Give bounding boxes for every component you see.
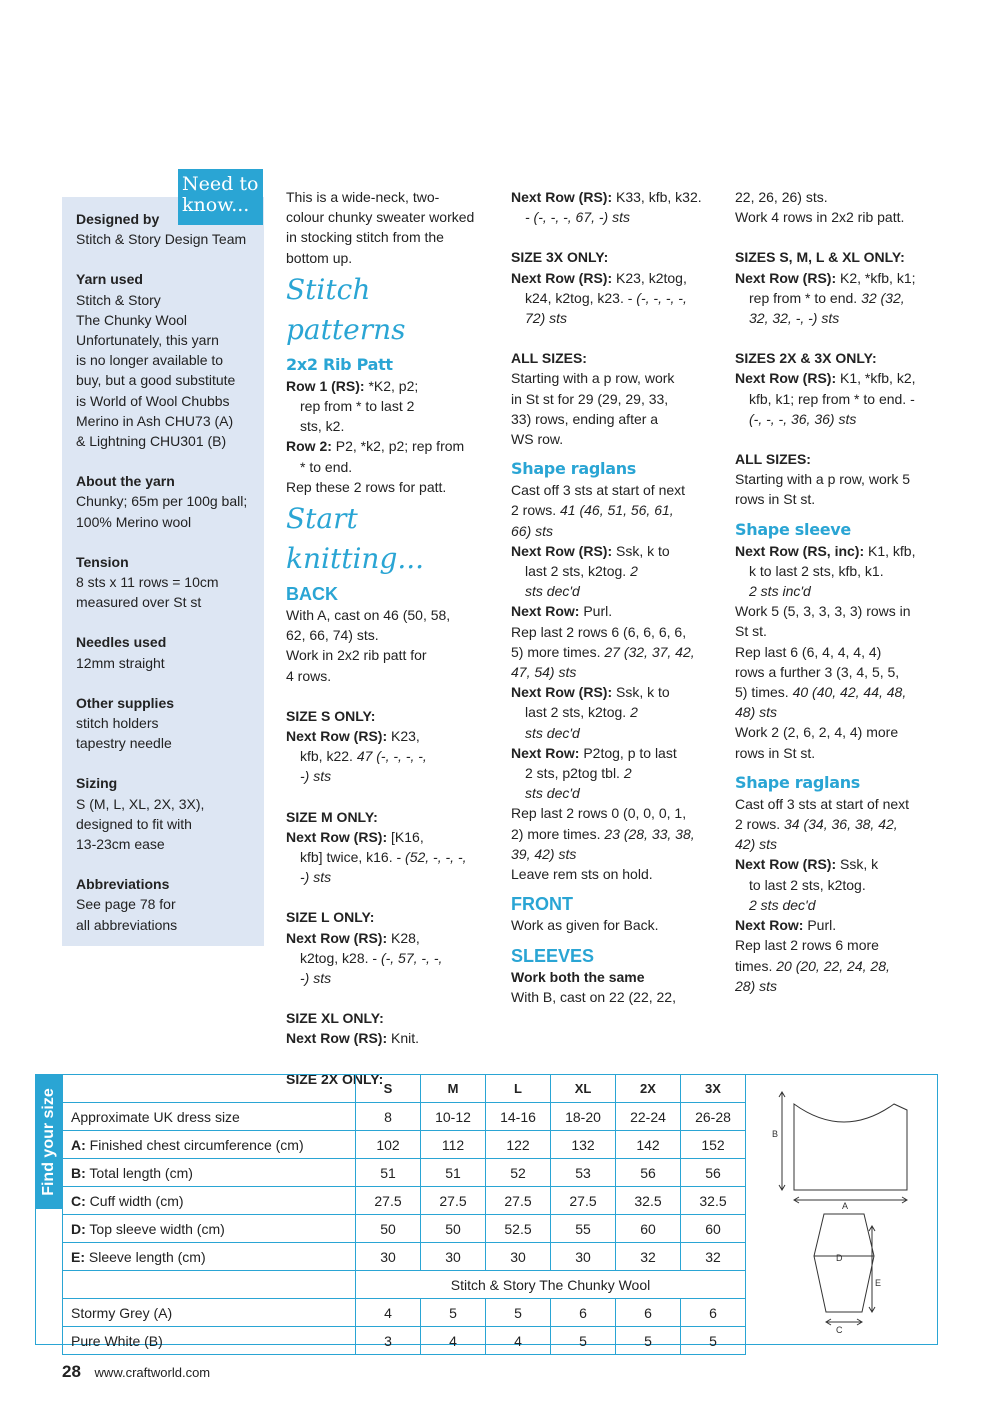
text-line: St st. — [735, 623, 767, 640]
start-knitting-heading: Start knitting... — [286, 502, 425, 576]
size-heading: SIZE XL ONLY: — [286, 1010, 384, 1027]
stitch-count: 2 sts dec'd — [749, 896, 816, 913]
measurement-value: 27.5 — [551, 1187, 616, 1215]
stitch-count: 72) sts — [525, 310, 568, 327]
rib-heading: 2x2 Rib Patt — [286, 354, 393, 374]
row-text: P2tog, p to last — [579, 744, 677, 761]
row-text: [K16, — [387, 828, 424, 845]
sidebar-section-line: Stitch & Story — [76, 291, 161, 308]
row-label: Next Row: — [511, 744, 580, 761]
measurement-label: Total length (cm) — [85, 1164, 193, 1181]
stitch-count: 2 — [630, 704, 638, 721]
text-line: Cast off 3 sts at start of next — [511, 482, 686, 499]
column-1 — [286, 187, 496, 1089]
label-a: A — [842, 1201, 849, 1211]
yarn-ball-count: 5 — [616, 1327, 681, 1355]
text-line: 2 rows. — [735, 816, 785, 833]
measurement-value: 142 — [616, 1131, 681, 1159]
row-label: Next Row: — [511, 603, 580, 620]
front-heading: FRONT — [511, 894, 573, 915]
measurement-value: 30 — [486, 1243, 551, 1271]
text-line: 5) times. — [735, 684, 793, 701]
text-line: Starting with a p row, work 5 — [735, 471, 911, 488]
back-line: 4 rows. — [286, 667, 332, 684]
sidebar-section-line: buy, but a good substitute — [76, 372, 236, 389]
stitch-count: -) sts — [300, 768, 332, 785]
text-line: Rep last 2 rows 6 more — [735, 937, 879, 954]
sidebar-section — [76, 471, 247, 532]
row-text: Purl. — [579, 603, 613, 620]
sidebar-section — [76, 693, 247, 754]
size-heading: SIZES 2X & 3X ONLY: — [735, 350, 877, 367]
measurement-code: C: — [71, 1192, 86, 1209]
row-text: K33, kfb, k32. — [612, 189, 702, 205]
yarn-ball-count: 6 — [551, 1299, 616, 1327]
size-heading: SIZE 3X ONLY: — [511, 249, 609, 266]
measurement-value: 18-20 — [551, 1103, 616, 1131]
body-outline — [794, 1104, 907, 1190]
measurement-value: 52 — [486, 1159, 551, 1187]
need-to-know-content — [76, 209, 247, 935]
size-header-cell: XL — [551, 1075, 616, 1103]
back-line: With A, cast on 46 (50, 58, — [286, 607, 451, 624]
row-text: last 2 sts, k2tog. — [525, 704, 631, 721]
row-text: rep from * to end. — [749, 289, 862, 306]
yarn-ball-count: 3 — [356, 1327, 421, 1355]
row-label: Next Row (RS): — [735, 370, 837, 387]
measurement-label-cell — [63, 1103, 356, 1131]
text-line: Starting with a p row, work — [511, 370, 675, 387]
row-text: kfb, k1; rep from * to end. - — [749, 390, 915, 407]
yarn-row — [63, 1299, 746, 1327]
find-your-size-label: Find your size — [39, 1087, 57, 1196]
measurement-value: 122 — [486, 1131, 551, 1159]
sidebar-section-line: is World of Wool Chubbs — [76, 392, 230, 409]
row-text: kfb, k22. — [300, 748, 357, 765]
stitch-count: (-, -, -, 36, 36) sts — [749, 410, 857, 427]
text-line: 33) rows, ending after a — [511, 410, 659, 427]
measurement-value: 60 — [616, 1215, 681, 1243]
stitch-count: -) sts — [300, 869, 332, 886]
sidebar-section — [76, 552, 247, 613]
sidebar-section-title: Yarn used — [76, 271, 143, 288]
page-footer — [62, 1362, 210, 1382]
stitch-count: 47 (-, -, -, -, — [356, 748, 427, 765]
sidebar-section-line: 12mm straight — [76, 654, 165, 671]
need-to-know-panel — [62, 197, 264, 946]
column-2 — [511, 187, 726, 1007]
sidebar-section-title: Sizing — [76, 775, 118, 792]
intro-line: This is a wide-neck, two- — [286, 189, 440, 205]
row-text: *K2, p2; — [364, 377, 419, 394]
row-label: Next Row: — [735, 917, 804, 934]
measurement-value: 27.5 — [421, 1187, 486, 1215]
stitch-count: sts dec'd — [525, 785, 580, 802]
measurement-code: A: — [71, 1136, 86, 1153]
stitch-count: 39, 42) sts — [511, 845, 577, 862]
size-header-row — [63, 1075, 746, 1103]
row-label: Next Row (RS, inc): — [735, 542, 865, 559]
sidebar-section-line: Chunky; 65m per 100g ball; — [76, 493, 248, 510]
text-line: times. — [735, 957, 777, 974]
text-line: Rep last 2 rows 6 (6, 6, 6, 6, — [511, 623, 687, 640]
sidebar-section — [76, 874, 247, 935]
stitch-count: -) sts — [300, 970, 332, 987]
sidebar-section-title: Abbreviations — [76, 876, 170, 893]
sidebar-section-line: Merino in Ash CHU73 (A) — [76, 412, 234, 429]
yarn-ball-count: 5 — [421, 1299, 486, 1327]
intro-line: bottom up. — [286, 249, 353, 266]
sidebar-section — [76, 269, 247, 451]
measurement-value: 53 — [551, 1159, 616, 1187]
sidebar-section-line: See page 78 for — [76, 896, 176, 913]
text-line: WS row. — [511, 431, 564, 448]
measurement-value: 30 — [421, 1243, 486, 1271]
measurement-label: Approximate UK dress size — [71, 1108, 240, 1125]
stitch-count: (52, -, -, -, — [405, 849, 467, 866]
sidebar-section-line: & Lightning CHU301 (B) — [76, 433, 227, 450]
text-line: Work 5 (5, 3, 3, 3, 3) rows in — [735, 603, 911, 620]
text-line: rows in St st. — [735, 744, 816, 761]
subheading: Work both the same — [511, 968, 645, 985]
stitch-count: sts dec'd — [525, 583, 580, 600]
website-url: www.craftworld.com — [94, 1365, 211, 1380]
measurement-value: 152 — [681, 1131, 746, 1159]
size-heading: ALL SIZES: — [735, 451, 811, 468]
page-number: 28 — [62, 1362, 81, 1381]
stitch-count: 2 — [623, 765, 632, 782]
stitch-count: 20 (20, 22, 24, 28, — [776, 957, 890, 974]
back-line: Work in 2x2 rib patt for — [286, 647, 427, 664]
sidebar-section-title: Designed by — [76, 211, 160, 227]
sleeve-outline — [814, 1214, 874, 1312]
row-label: Next Row (RS): — [511, 269, 613, 286]
measurement-label: Sleeve length (cm) — [85, 1248, 206, 1265]
measurement-row — [63, 1243, 746, 1271]
sidebar-section-line: The Chunky Wool — [76, 311, 188, 328]
label-c: C — [836, 1325, 843, 1335]
size-table — [62, 1074, 746, 1355]
label-b: B — [772, 1129, 779, 1139]
row-text: K23, — [387, 728, 420, 745]
stitch-count: (-, -, -, -, — [636, 289, 687, 306]
stitch-count: sts dec'd — [525, 724, 580, 741]
text-line: Rep last 2 rows 0 (0, 0, 0, 1, — [511, 805, 687, 822]
sidebar-section-title: About the yarn — [76, 473, 175, 490]
size-header-cell: 3X — [681, 1075, 746, 1103]
row-label: Next Row (RS): — [286, 929, 388, 946]
stitch-count: 48) sts — [735, 704, 778, 721]
text-line: Leave rem sts on hold. — [511, 866, 653, 883]
yarn-ball-count: 4 — [421, 1327, 486, 1355]
stitch-count: 27 (32, 37, 42, — [604, 643, 695, 660]
measurement-label-cell — [63, 1187, 356, 1215]
measurement-value: 32.5 — [616, 1187, 681, 1215]
yarn-ball-count: 5 — [681, 1327, 746, 1355]
row-text: * to end. — [300, 458, 353, 475]
sidebar-section-title: Tension — [76, 553, 129, 570]
measurement-value: 32.5 — [681, 1187, 746, 1215]
row-label: Row 1 (RS): — [286, 377, 365, 394]
stitch-count: 28) sts — [735, 977, 778, 994]
sidebar-section-line: measured over St st — [76, 594, 202, 611]
size-header-cell: 2X — [616, 1075, 681, 1103]
row-text: K1, kfb, — [864, 542, 916, 559]
sidebar-section-line: S (M, L, XL, 2X, 3X), — [76, 795, 205, 812]
size-header-cell: M — [421, 1075, 486, 1103]
find-your-size-tag — [35, 1074, 62, 1209]
repeat-text: Rep these 2 rows for patt. — [286, 478, 447, 495]
yarn-ball-count: 5 — [486, 1299, 551, 1327]
yarn-ball-count: 5 — [551, 1327, 616, 1355]
row-text: 2 sts, p2tog tbl. — [525, 765, 624, 782]
yarn-ball-count: 4 — [486, 1327, 551, 1355]
measurement-value: 32 — [616, 1243, 681, 1271]
measurement-value: 56 — [681, 1159, 746, 1187]
sidebar-section-line: stitch holders — [76, 715, 159, 732]
row-text: k24, k2tog, k23. - — [525, 289, 637, 306]
size-header-cell: L — [486, 1075, 551, 1103]
row-label: Next Row (RS): — [511, 189, 613, 205]
intro-line: colour chunky sweater worked — [286, 209, 475, 226]
measurement-label: Cuff width (cm) — [85, 1192, 184, 1209]
measurement-value: 60 — [681, 1215, 746, 1243]
row-text: Ssk, k to — [612, 542, 670, 559]
measurement-row — [63, 1131, 746, 1159]
stitch-count: 34 (34, 36, 38, 42, — [784, 816, 898, 833]
yarn-label: Stormy Grey (A) — [63, 1299, 356, 1327]
row-text: k2tog, k28. - — [300, 949, 381, 966]
sidebar-section-line: 100% Merino wool — [76, 513, 192, 530]
measurement-value: 51 — [421, 1159, 486, 1187]
measurement-value: 26-28 — [681, 1103, 746, 1131]
row-text: Ssk, k to — [612, 684, 670, 701]
row-label: Next Row (RS): — [735, 269, 837, 286]
row-text: K23, k2tog, — [612, 269, 687, 286]
sidebar-section — [76, 773, 247, 854]
text-line: rows in St st. — [735, 491, 816, 508]
text-line: 5) more times. — [511, 643, 605, 660]
text-line: rows a further 3 (3, 4, 5, 5, — [735, 663, 900, 680]
measurement-value: 50 — [356, 1215, 421, 1243]
sidebar-section-line: is no longer available to — [76, 352, 224, 369]
yarn-ball-count: 6 — [616, 1299, 681, 1327]
column-3 — [735, 187, 950, 996]
measurement-value: 55 — [551, 1215, 616, 1243]
stitch-count: 32 (32, — [861, 289, 905, 306]
measurement-code: D: — [71, 1220, 86, 1237]
size-heading: SIZE L ONLY: — [286, 909, 375, 926]
shape-raglans-heading: Shape raglans — [511, 459, 637, 479]
row-label: Next Row (RS): — [511, 542, 613, 559]
text-line: Work 4 rows in 2x2 rib patt. — [735, 209, 905, 226]
stitch-count: 42) sts — [735, 836, 778, 853]
yarn-label: Pure White (B) — [63, 1327, 356, 1355]
stitch-count: 32, 32, -, -) sts — [749, 310, 840, 327]
row-text: Knit. — [387, 1030, 420, 1047]
label-d: D — [836, 1253, 843, 1263]
measurement-row — [63, 1215, 746, 1243]
row-text: sts, k2. — [300, 418, 345, 435]
size-heading: ALL SIZES: — [511, 350, 587, 367]
text-line: With B, cast on 22 (22, 22, — [511, 988, 676, 1005]
measurement-label-cell — [63, 1159, 356, 1187]
stitch-count: 2 — [630, 563, 638, 580]
stitch-count: 2 sts inc'd — [749, 583, 811, 600]
size-heading: SIZE S ONLY: — [286, 707, 376, 724]
sidebar-section-title: Needles used — [76, 634, 167, 651]
measurement-value: 132 — [551, 1131, 616, 1159]
back-heading: BACK — [286, 584, 338, 605]
measurement-value: 27.5 — [356, 1187, 421, 1215]
schematic-diagram — [762, 1080, 932, 1342]
measurement-value: 56 — [616, 1159, 681, 1187]
text-line: Cast off 3 sts at start of next — [735, 795, 910, 812]
row-text: rep from * to last 2 — [300, 398, 415, 415]
intro-line: in stocking stitch from the — [286, 229, 444, 246]
measurement-value: 27.5 — [486, 1187, 551, 1215]
text-line: 2 rows. — [511, 502, 561, 519]
size-heading: SIZE M ONLY: — [286, 808, 378, 825]
row-text: last 2 sts, k2tog. — [525, 563, 631, 580]
text-line: 2) more times. — [511, 825, 605, 842]
text-line: Work 2 (2, 6, 2, 4, 4) more — [735, 724, 899, 741]
stitch-count: 66) sts — [511, 522, 554, 539]
row-text: k to last 2 sts, kfb, k1. — [749, 562, 884, 579]
row-text: to last 2 sts, k2tog. — [749, 876, 866, 893]
row-text: K2, *kfb, k1; — [836, 269, 916, 286]
row-text: P2, *k2, p2; rep from — [331, 438, 465, 455]
sidebar-section — [76, 632, 247, 672]
label-e: E — [875, 1278, 882, 1288]
measurement-value: 51 — [356, 1159, 421, 1187]
row-text: Ssk, k — [836, 856, 879, 873]
stitch-count: - (-, -, -, 67, -) sts — [525, 209, 630, 226]
row-text: kfb] twice, k16. - — [300, 849, 406, 866]
measurement-row — [63, 1187, 746, 1215]
size-heading: SIZES S, M, L & XL ONLY: — [735, 249, 905, 266]
measurement-code: B: — [71, 1164, 86, 1181]
measurement-label-cell — [63, 1243, 356, 1271]
yarn-row — [63, 1327, 746, 1355]
text-line: in St st for 29 (29, 29, 33, — [511, 390, 669, 407]
row-label: Next Row (RS): — [735, 856, 837, 873]
measurement-value: 30 — [551, 1243, 616, 1271]
measurement-value: 102 — [356, 1131, 421, 1159]
row-text: K1, *kfb, k2, — [836, 370, 916, 387]
yarn-ball-count: 6 — [681, 1299, 746, 1327]
header-blank-cell — [63, 1075, 356, 1103]
measurement-value: 8 — [356, 1103, 421, 1131]
sidebar-section-line: tapestry needle — [76, 735, 172, 752]
row-text: K28, — [387, 929, 420, 946]
yarn-header-row — [63, 1271, 746, 1299]
shape-raglans-heading: Shape raglans — [735, 772, 861, 792]
measurement-value: 112 — [421, 1131, 486, 1159]
sidebar-section-line: 13-23cm ease — [76, 836, 165, 853]
sidebar-section-line: 8 sts x 11 rows = 10cm — [76, 574, 219, 591]
shape-sleeve-heading: Shape sleeve — [735, 519, 851, 539]
sleeves-heading: SLEEVES — [511, 945, 595, 966]
measurement-value: 10-12 — [421, 1103, 486, 1131]
stitch-patterns-heading: Stitch patterns — [286, 272, 406, 346]
text-line: Work as given for Back. — [511, 917, 659, 934]
measurement-code: E: — [71, 1248, 85, 1265]
measurement-label-cell — [63, 1215, 356, 1243]
sidebar-section-title: Other supplies — [76, 694, 175, 711]
back-line: 62, 66, 74) sts. — [286, 627, 379, 644]
sidebar-section-line: Unfortunately, this yarn — [76, 332, 219, 349]
size-heading: SIZE 2X ONLY: — [286, 1070, 384, 1087]
sidebar-section-line: designed to fit with — [76, 815, 192, 832]
row-label: Next Row (RS): — [286, 1030, 388, 1047]
measurement-value: 14-16 — [486, 1103, 551, 1131]
measurement-value: 50 — [421, 1215, 486, 1243]
measurement-value: 30 — [356, 1243, 421, 1271]
stitch-count: 41 (46, 51, 56, 61, — [560, 502, 674, 519]
measurement-label-cell — [63, 1131, 356, 1159]
row-label: Next Row (RS): — [511, 684, 613, 701]
row-label: Next Row (RS): — [286, 728, 388, 745]
measurement-row — [63, 1103, 746, 1131]
row-label: Row 2: — [286, 438, 332, 455]
stitch-count: 40 (40, 42, 44, 48, — [792, 684, 907, 701]
text-line: 22, 26, 26) sts. — [735, 189, 828, 205]
sidebar-section-line: all abbreviations — [76, 916, 178, 933]
text-line: Rep last 6 (6, 4, 4, 4, 4) — [735, 643, 882, 660]
stitch-count: 47, 54) sts — [511, 664, 577, 681]
row-text: Purl. — [803, 917, 837, 934]
yarn-header-cell: Stitch & Story The Chunky Wool — [356, 1271, 746, 1299]
stitch-count: (-, 57, -, -, — [380, 949, 443, 966]
measurement-label: Finished chest circumference (cm) — [85, 1136, 304, 1153]
size-header-cell: S — [356, 1075, 421, 1103]
measurement-value: 52.5 — [486, 1215, 551, 1243]
need-to-know-tag: Need to know... — [178, 169, 263, 225]
sidebar-section-line: Stitch & Story Design Team — [76, 231, 247, 248]
measurement-row — [63, 1159, 746, 1187]
measurement-value: 32 — [681, 1243, 746, 1271]
measurement-value: 22-24 — [616, 1103, 681, 1131]
yarn-header-blank — [63, 1271, 356, 1299]
row-label: Next Row (RS): — [286, 828, 388, 845]
stitch-count: 23 (28, 33, 38, — [604, 825, 695, 842]
yarn-ball-count: 4 — [356, 1299, 421, 1327]
measurement-label: Top sleeve width (cm) — [85, 1220, 225, 1237]
